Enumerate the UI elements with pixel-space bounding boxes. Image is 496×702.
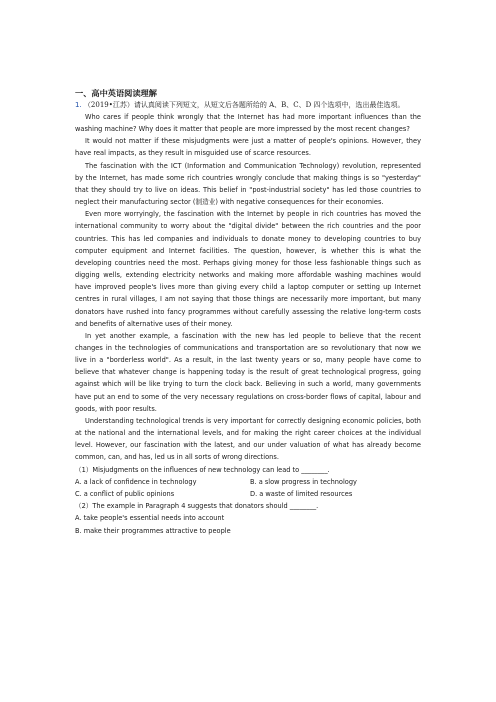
question-1-stem: （1）Misjudgments on the influences of new technology can lead to ________. [75,465,330,474]
passage-paragraph-5: In yet another example, a fascination with the new has led people to believe that the recent changes in the technologies of communications and transportation are so revolutionary that now we live in a "borderless world". As a result, in the last twenty years or so, many people have come to believe that whatever change is happening today is the result of great technological progress, going against which will be like trying to turn the clock back. Believing in such a world, many governments have put an end to some of the very necessary regulations on cross-border flows of capital, labour and goods, with poor results. [75,331,421,413]
passage-paragraph-4: Even more worryingly, the fascination with the Internet by people in rich countries has moved the international community to worry about the "digital divide" between the rich countries and the poor countries. This has led companies and individuals to donate money to developing countries to buy computer equipment and Internet facilities. The question, however, is whether this is what the developing countries need the most. Perhaps giving money for those less fashionable things such as digging wells, extending electricity networks and making more affordable washing machines would have improved people's lives more than giving every child a laptop computer or setting up Internet centres in rural villages, I am not saying that those things are necessarily more important, but many donators have rushed into fancy programmes without carefully assessing the relative long-term costs and benefits of alternative uses of their money. [75,210,421,328]
question-1-option-c: C. a conflict of public opinions [75,489,175,498]
passage-paragraph-6: Understanding technological trends is very important for correctly designing economic policies, both at the national and the international levels, and for making the right career choices at the individual level. However, our fascination with the latest, and our under valuation of what has already become common, can, and has, led us in all sorts of wrong directions. [75,416,421,462]
question-1-option-b: B. a slow progress in technology [250,477,357,486]
question-instructions: （2019•江苏）请认真阅读下列短文，从短文后各题所给的 A、B、C、D 四个选项中，选出最佳选项。 [83,101,405,109]
passage-paragraph-1: Who cares if people think wrongly that the Internet has had more important influences than the washing machine? Why does it matter that people are more impressed by the most recent changes? [75,113,421,134]
passage-paragraph-2: It would not matter if these misjudgments were just a matter of people's opinions. However, they have real impacts, as they result in misguided use of scarce resources. [75,137,421,158]
question-number: 1. [75,101,82,109]
question-2-stem: （2）The example in Paragraph 4 suggests that donators should ________. [75,502,319,511]
question-header [75,99,421,111]
question-1-option-a: A. a lack of confidence in technology [75,477,197,486]
question-1-option-d: D. a waste of limited resources [250,489,353,498]
section-title: 一、高中英语阅读理解 [75,88,157,98]
question-2-option-a: A. take people's essential needs into account [75,514,225,523]
question-2-option-b: B. make their programmes attractive to people [75,526,231,535]
question-1-options-row-1 [75,476,421,488]
question-1-options-row-2 [75,488,421,500]
document-content [75,87,421,537]
passage-paragraph-3: The fascination with the ICT (Information and Communication Technology) revolution, represented by the Internet, has made some rich countries wrongly conclude that making things is so "yesterday" that they should try to live on ideas. This belief in "post-industrial society" has led those countries to neglect their manufacturing sector (制造业) with negative consequences for their economies. [75,161,421,207]
